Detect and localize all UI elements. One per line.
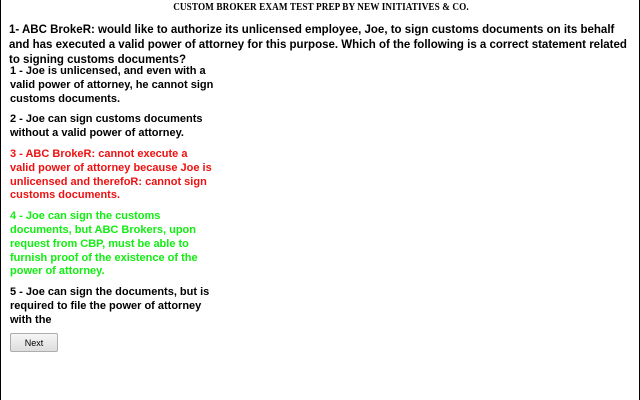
answer-option-5[interactable]: 5 - Joe can sign the documents, but is required to file the power of attorney with the (10, 286, 210, 326)
answer-option-1[interactable]: 1 - Joe is unlicensed, and even with a valid power of attorney, he cannot sign customs documents. (10, 65, 214, 105)
answer-option-4[interactable]: 4 - Joe can sign the customs documents, but ABC Brokers, upon request from CBP, must be able to furnish proof of the existence of the power of attorney. (10, 210, 198, 278)
answer-list (10, 65, 215, 335)
answer-option-3[interactable]: 3 - ABC BrokeR: cannot execute a valid power of attorney because Joe is unlicensed and therefoR: cannot sign customs documents. (10, 147, 212, 202)
answer-option-2[interactable]: 2 - Joe can sign customs documents without a valid power of attorney. (10, 113, 203, 140)
page-title: CUSTOM BROKER EXAM TEST PREP BY NEW INITIATIVES & CO. (173, 2, 469, 13)
question-text: 1- ABC BrokeR: would like to authorize its unlicensed employee, Joe, to sign customs documents on its behalf and has executed a valid power of attorney for this purpose. Which of the following is a correct statement related to signing customs documents? (9, 24, 627, 66)
next-button[interactable]: Next (10, 333, 58, 352)
